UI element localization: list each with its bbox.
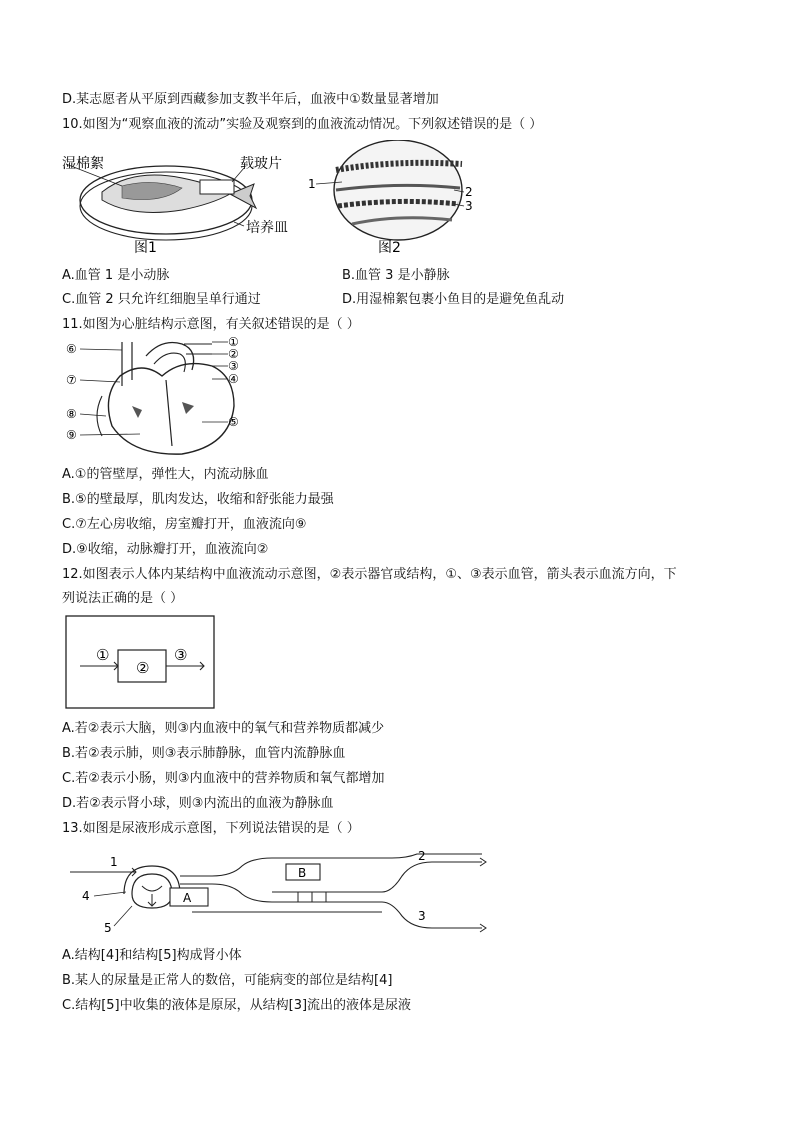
fig2-label-1: 1	[308, 177, 316, 191]
q10-option-c: C.血管 2 只允许红细胞呈单行通过	[62, 292, 261, 307]
nephron-label-2: 2	[418, 849, 426, 863]
heart-label-3: ③	[228, 359, 239, 373]
q12-option-b: B.若②表示肺，则③表示肺静脉，血管内流静脉血	[62, 746, 346, 761]
q13-nephron-diagram	[62, 846, 492, 942]
nephron-label-5: 5	[104, 921, 112, 935]
heart-label-5: ⑤	[228, 415, 239, 429]
fig2-caption: 图2	[378, 240, 401, 256]
flow-label-2: ②	[136, 659, 150, 677]
q11-heart-diagram	[62, 336, 262, 460]
q9-option-d: D.某志愿者从平原到西藏参加支教半年后，血液中①数量显著增加	[62, 92, 439, 107]
label-wet-cotton: 湿棉絮	[62, 156, 104, 172]
q12-option-d: D.若②表示肾小球，则③内流出的血液为静脉血	[62, 796, 334, 811]
nephron-label-1: 1	[110, 855, 118, 869]
q12-flow-diagram	[62, 614, 218, 710]
q11-option-a: A.①的管壁厚，弹性大，内流动脉血	[62, 467, 269, 482]
heart-label-9: ⑨	[66, 428, 77, 442]
flow-label-1: ①	[96, 646, 110, 664]
heart-label-7: ⑦	[66, 373, 77, 387]
q12-stem-line2: 列说法正确的是（ ）	[62, 591, 184, 606]
heart-label-1: ①	[228, 336, 239, 349]
nephron-label-b: B	[298, 866, 307, 880]
q13-option-c: C.结构[5]中收集的液体是原尿，从结构[3]流出的液体是尿液	[62, 998, 412, 1013]
nephron-label-4: 4	[82, 889, 90, 903]
nephron-label-a: A	[183, 891, 192, 905]
q12-option-a: A.若②表示大脑，则③内血液中的氧气和营养物质都减少	[62, 721, 385, 736]
q13-stem: 13.如图是尿液形成示意图，下列说法错误的是（ ）	[62, 821, 360, 836]
q10-figure-2	[302, 140, 512, 256]
q11-option-b: B.⑤的壁最厚，肌肉发达，收缩和舒张能力最强	[62, 492, 334, 507]
q11-stem: 11.如图为心脏结构示意图，有关叙述错误的是（ ）	[62, 317, 360, 332]
q10-option-a: A.血管 1 是小动脉	[62, 268, 170, 283]
q12-stem-line1: 12.如图表示人体内某结构中血液流动示意图，②表示器官或结构，①、③表示血管，箭头表示血流方向，下	[62, 567, 677, 582]
q10-option-b: B.血管 3 是小静脉	[342, 268, 450, 283]
q13-option-a: A.结构[4]和结构[5]构成肾小体	[62, 948, 242, 963]
nephron-label-3: 3	[418, 909, 426, 923]
heart-label-2: ②	[228, 347, 239, 361]
q10-figure-1	[62, 148, 322, 260]
heart-label-4: ④	[228, 372, 239, 386]
q11-option-c: C.⑦左心房收缩，房室瓣打开，血液流向⑨	[62, 517, 307, 532]
q13-option-b: B.某人的尿量是正常人的数倍，可能病变的部位是结构[4]	[62, 973, 393, 988]
flow-label-3: ③	[174, 646, 188, 664]
q10-option-d: D.用湿棉絮包裹小鱼目的是避免鱼乱动	[342, 292, 565, 307]
fig2-label-2: 2	[465, 185, 473, 199]
heart-label-6: ⑥	[66, 342, 77, 356]
heart-label-8: ⑧	[66, 407, 77, 421]
fig1-caption: 图1	[134, 240, 157, 256]
label-slide: 载玻片	[240, 156, 282, 172]
label-dish: 培养皿	[246, 220, 288, 236]
q11-option-d: D.⑨收缩，动脉瓣打开，血液流向②	[62, 542, 269, 557]
q10-stem: 10.如图为“观察血液的流动”实验及观察到的血液流动情况。下列叙述错误的是（ ）	[62, 117, 543, 132]
fig2-label-3: 3	[465, 199, 473, 213]
q12-option-c: C.若②表示小肠，则③内血液中的营养物质和氧气都增加	[62, 771, 385, 786]
